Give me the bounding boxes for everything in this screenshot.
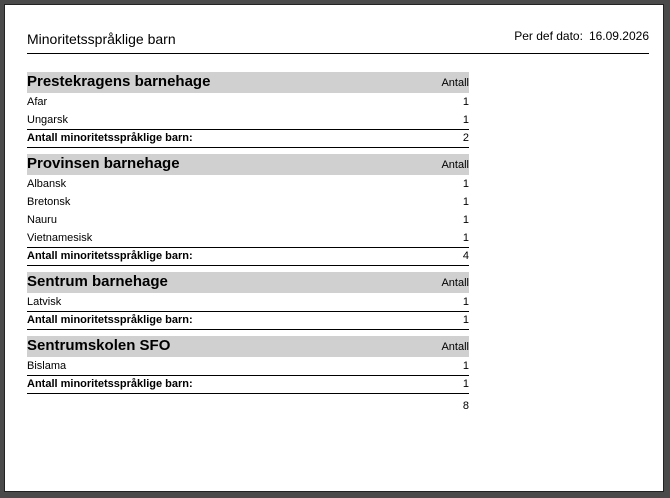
table-row [27, 357, 469, 375]
language-name: Albansk [27, 178, 67, 190]
total-label: Antall minoritetsspråklige barn: [27, 250, 193, 262]
report-date [514, 29, 649, 43]
report-page [4, 4, 664, 492]
group-name: Sentrumskolen SFO [27, 337, 171, 354]
table-row [27, 229, 469, 247]
group-header [27, 154, 469, 175]
total-count: 1 [462, 378, 469, 390]
total-label: Antall minoritetsspråklige barn: [27, 378, 193, 390]
group-sentrumskolen-sfo [27, 336, 469, 394]
language-count: 1 [462, 196, 469, 208]
group-total-row [27, 129, 469, 148]
group-name: Prestekragens barnehage [27, 73, 211, 90]
header-divider [27, 53, 649, 54]
report-title: Minoritetsspråklige barn [27, 31, 176, 47]
language-count: 1 [462, 214, 469, 226]
table-row [27, 175, 469, 193]
report-body [27, 72, 469, 412]
table-row [27, 111, 469, 129]
column-header-antall: Antall [441, 277, 469, 289]
column-header-antall: Antall [441, 341, 469, 353]
group-total-row [27, 247, 469, 266]
language-name: Vietnamesisk [27, 232, 93, 244]
language-count: 1 [462, 360, 469, 372]
language-count: 1 [462, 232, 469, 244]
table-row [27, 211, 469, 229]
group-name: Provinsen barnehage [27, 155, 180, 172]
total-count: 2 [462, 132, 469, 144]
group-name: Sentrum barnehage [27, 273, 168, 290]
total-label: Antall minoritetsspråklige barn: [27, 314, 193, 326]
group-header [27, 272, 469, 293]
language-name: Bislama [27, 360, 67, 372]
column-header-antall: Antall [441, 159, 469, 171]
date-value: 16.09.2026 [588, 29, 649, 43]
grand-total: 8 [462, 400, 469, 412]
group-total-row [27, 375, 469, 394]
group-header [27, 336, 469, 357]
column-header-antall: Antall [441, 77, 469, 89]
total-count: 1 [462, 314, 469, 326]
group-total-row [27, 311, 469, 330]
language-name: Latvisk [27, 296, 62, 308]
group-prestekragens [27, 72, 469, 148]
total-label: Antall minoritetsspråklige barn: [27, 132, 193, 144]
table-row [27, 293, 469, 311]
group-header [27, 72, 469, 93]
table-row [27, 93, 469, 111]
language-count: 1 [462, 296, 469, 308]
total-count: 4 [462, 250, 469, 262]
group-provinsen [27, 154, 469, 266]
date-label: Per def dato: [514, 29, 583, 43]
table-row [27, 193, 469, 211]
language-name: Ungarsk [27, 114, 68, 126]
language-name: Bretonsk [27, 196, 71, 208]
group-sentrum [27, 272, 469, 330]
language-name: Afar [27, 96, 48, 108]
language-name: Nauru [27, 214, 57, 226]
language-count: 1 [462, 114, 469, 126]
language-count: 1 [462, 178, 469, 190]
language-count: 1 [462, 96, 469, 108]
